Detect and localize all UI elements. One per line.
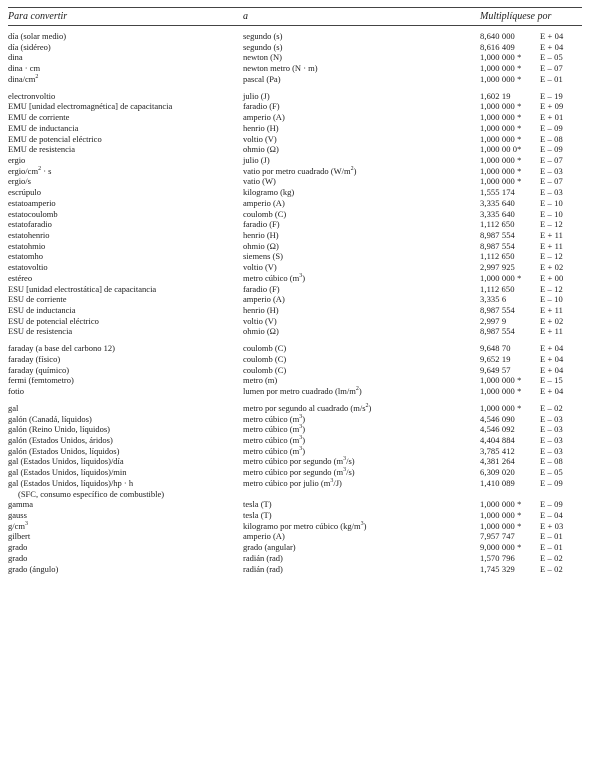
exponent: E + 03 bbox=[540, 520, 564, 531]
table-row bbox=[0, 499, 589, 509]
table-row bbox=[0, 198, 589, 208]
factor: 3,785 412 bbox=[480, 445, 515, 456]
factor: 1,000 000 * bbox=[480, 176, 522, 187]
table-row bbox=[0, 134, 589, 144]
table-row bbox=[0, 273, 589, 283]
exponent: E + 04 bbox=[540, 31, 564, 41]
unit-to: ohmio (Ω) bbox=[243, 326, 279, 337]
unit-from: estatomho bbox=[8, 251, 43, 262]
unit-from: EMU de inductancia bbox=[8, 122, 79, 133]
table-row bbox=[0, 63, 589, 73]
unit-to: newton metro (N · m) bbox=[243, 63, 318, 74]
factor: 3,335 6 bbox=[480, 294, 507, 305]
unit-from: ergio/s bbox=[8, 176, 31, 187]
exponent: E + 02 bbox=[540, 262, 564, 273]
unit-from: ESU de resistencia bbox=[8, 326, 73, 337]
unit-to: vatio (W) bbox=[243, 176, 276, 187]
unit-from: gal (Estados Unidos, líquidos)/día bbox=[8, 456, 124, 467]
unit-to: metro cúbico $(m^3)$ bbox=[243, 424, 306, 435]
unit-from: gal bbox=[8, 402, 19, 413]
unit-to: henrio (H) bbox=[243, 122, 279, 133]
factor: 4,546 092 bbox=[480, 424, 515, 435]
factor: 1,000 000 * bbox=[480, 386, 522, 396]
unit-to: henrio (H) bbox=[243, 305, 279, 315]
exponent: E – 01 bbox=[540, 542, 563, 553]
table-row bbox=[0, 510, 589, 520]
factor: 1,000 00 0* bbox=[480, 144, 522, 155]
factor: 8,987 554 bbox=[480, 240, 515, 251]
unit-from: día (sidéreo) bbox=[8, 41, 51, 52]
table-row bbox=[0, 564, 589, 574]
unit-from: $g/cm^3$ bbox=[8, 520, 28, 531]
header-para-convertir: Para convertir bbox=[8, 11, 68, 22]
exponent: E – 03 bbox=[540, 187, 563, 198]
factor: 3,335 640 bbox=[480, 197, 515, 208]
exponent: E – 04 bbox=[540, 510, 563, 520]
exponent: E – 10 bbox=[540, 208, 563, 219]
unit-to: amperio (A) bbox=[243, 112, 285, 122]
unit-to: segundo (s) bbox=[243, 31, 283, 41]
factor: 1,000 000 * bbox=[480, 402, 522, 413]
unit-to: coulomb (C) bbox=[243, 343, 287, 354]
unit-to: metro cúbico $(m^3)$ bbox=[243, 434, 306, 445]
unit-to: ohmio (Ω) bbox=[243, 240, 279, 251]
table-row bbox=[0, 52, 589, 62]
unit-from: gamma bbox=[8, 499, 34, 510]
factor: 1,112 650 bbox=[480, 283, 515, 294]
unit-from: estatoamperio bbox=[8, 197, 56, 208]
unit-to: faradio (F) bbox=[243, 101, 280, 112]
exponent: E + 04 bbox=[540, 343, 564, 354]
unit-to: pascal (Pa) bbox=[243, 73, 281, 84]
unit-from: ESU de corriente bbox=[8, 294, 67, 305]
factor: 8,987 554 bbox=[480, 326, 515, 337]
factor: 1,000 000 * bbox=[480, 154, 522, 165]
unit-from: EMU de resistencia bbox=[8, 144, 76, 155]
table-row bbox=[0, 386, 589, 396]
table-row bbox=[0, 209, 589, 219]
unit-to: metro (m) bbox=[243, 375, 278, 386]
table-row bbox=[0, 521, 589, 531]
unit-from: ESU de inductancia bbox=[8, 305, 76, 315]
exponent: E – 08 bbox=[540, 133, 563, 144]
exponent: E + 04 bbox=[540, 353, 564, 364]
exponent: E + 11 bbox=[540, 230, 564, 240]
exponent: E – 12 bbox=[540, 283, 563, 294]
exponent: E – 01 bbox=[540, 73, 563, 84]
unit-to: vatio por metro cuadrado $(W/m^2)$ bbox=[243, 165, 357, 176]
unit-from: ergio/$cm^2 \cdot s$ bbox=[8, 165, 52, 176]
table-row bbox=[0, 305, 589, 315]
exponent: E – 15 bbox=[540, 375, 563, 386]
table-row bbox=[0, 176, 589, 186]
exponent: E + 00 bbox=[540, 272, 564, 283]
unit-to: amperio (A) bbox=[243, 294, 285, 305]
exponent: E + 11 bbox=[540, 326, 564, 337]
unit-from: fotio bbox=[8, 386, 25, 396]
factor: 2,997 9 bbox=[480, 315, 507, 326]
factor: 1,555 174 bbox=[480, 187, 515, 198]
table-row bbox=[0, 446, 589, 456]
unit-from: estatocoulomb bbox=[8, 208, 58, 219]
unit-from: EMU de potencial eléctrico bbox=[8, 133, 102, 144]
table-row bbox=[0, 91, 589, 101]
table-row bbox=[0, 42, 589, 52]
factor: 1,570 796 bbox=[480, 552, 515, 563]
exponent: E – 09 bbox=[540, 477, 563, 488]
factor: 1,000 000 * bbox=[480, 133, 522, 144]
factor: 4,404 884 bbox=[480, 434, 515, 445]
unit-to: metro por segundo al cuadrado $(m/s^2)$ bbox=[243, 402, 372, 413]
unit-to: lumen por metro cuadrado $(lm/m^2)$ bbox=[243, 386, 362, 396]
unit-to: metro cúbico $(m^3)$ bbox=[243, 272, 306, 283]
table-row bbox=[0, 31, 589, 41]
factor: 8,987 554 bbox=[480, 305, 515, 315]
table-row bbox=[0, 101, 589, 111]
factor: 1,745 329 bbox=[480, 563, 515, 574]
factor: 1,000 000 * bbox=[480, 520, 522, 531]
unit-to: metro cúbico $(m^3)$ bbox=[243, 413, 306, 424]
factor: 6,309 020 bbox=[480, 467, 515, 478]
table-row bbox=[0, 424, 589, 434]
table-row bbox=[0, 166, 589, 176]
factor: 9,648 70 bbox=[480, 343, 511, 354]
table-row bbox=[0, 316, 589, 326]
exponent: E – 03 bbox=[540, 445, 563, 456]
exponent: E – 01 bbox=[540, 531, 563, 542]
unit-to: metro cúbico por julio $(m^3/J)$ bbox=[243, 477, 342, 488]
exponent: E – 02 bbox=[540, 552, 563, 563]
unit-from: galón (Reino Unido, líquidos) bbox=[8, 424, 110, 435]
factor: 1,000 000 * bbox=[480, 375, 522, 386]
unit-to: metro cúbico por segundo $(m^3/s)$ bbox=[243, 467, 355, 478]
table-row bbox=[0, 531, 589, 541]
factor: 8,987 554 bbox=[480, 230, 515, 240]
unit-to: amperio (A) bbox=[243, 197, 285, 208]
factor: 1,112 650 bbox=[480, 219, 515, 230]
exponent: E – 03 bbox=[540, 413, 563, 424]
table-row bbox=[0, 187, 589, 197]
unit-to: voltio (V) bbox=[243, 262, 277, 273]
table-row bbox=[0, 326, 589, 336]
factor: 1,000 000 * bbox=[480, 510, 522, 520]
factor: 1,000 000 * bbox=[480, 272, 522, 283]
table-row bbox=[0, 123, 589, 133]
unit-to: voltio (V) bbox=[243, 315, 277, 326]
unit-from: estatovoltio bbox=[8, 262, 48, 273]
header-multipliquese-por: Multiplíquese por bbox=[480, 11, 552, 22]
unit-from: galón (Canadá, líquidos) bbox=[8, 413, 92, 424]
unit-from: gilbert bbox=[8, 531, 31, 542]
table-row bbox=[0, 414, 589, 424]
table-row bbox=[0, 251, 589, 261]
exponent: E + 09 bbox=[540, 101, 564, 112]
exponent: E – 12 bbox=[540, 219, 563, 230]
unit-from: dina · cm bbox=[8, 63, 41, 74]
unit-from: día (solar medio) bbox=[8, 31, 67, 41]
table-row bbox=[0, 343, 589, 353]
exponent: E + 04 bbox=[540, 41, 564, 52]
exponent: E – 19 bbox=[540, 90, 563, 101]
table-row bbox=[0, 365, 589, 375]
exponent: E – 10 bbox=[540, 294, 563, 305]
unit-from: ESU [unidad electrostática] de capacitancia bbox=[8, 283, 157, 294]
table-row bbox=[0, 262, 589, 272]
factor: 3,335 640 bbox=[480, 208, 515, 219]
unit-from: estatohmio bbox=[8, 240, 46, 251]
unit-from: EMU de corriente bbox=[8, 112, 70, 122]
exponent: E – 10 bbox=[540, 197, 563, 208]
unit-to: metro cúbico $(m^3)$ bbox=[243, 445, 306, 456]
unit-from: (SFC, consumo específico de combustible) bbox=[18, 488, 165, 499]
exponent: E – 05 bbox=[540, 52, 563, 63]
exponent: E – 09 bbox=[540, 499, 563, 510]
unit-to: kilogramo por metro cúbico $(kg/m^3)$ bbox=[243, 520, 367, 531]
unit-from: galón (Estados Unidos, áridos) bbox=[8, 434, 113, 445]
unit-to: tesla (T) bbox=[243, 510, 272, 520]
unit-from: gal (Estados Unidos, líquidos)/hp · h bbox=[8, 477, 134, 488]
factor: 4,381 264 bbox=[480, 456, 515, 467]
factor: 9,652 19 bbox=[480, 353, 511, 364]
unit-to: henrio (H) bbox=[243, 230, 279, 240]
table-row bbox=[0, 542, 589, 552]
factor: 1,000 000 * bbox=[480, 112, 522, 122]
table-row bbox=[0, 144, 589, 154]
unit-to: coulomb (C) bbox=[243, 208, 287, 219]
factor: 4,546 090 bbox=[480, 413, 515, 424]
table-row bbox=[0, 112, 589, 122]
factor: 1,410 089 bbox=[480, 477, 515, 488]
factor: 1,000 000 * bbox=[480, 499, 522, 510]
exponent: E + 01 bbox=[540, 112, 564, 122]
unit-to: amperio (A) bbox=[243, 531, 285, 542]
unit-from: fermi (femtometro) bbox=[8, 375, 74, 386]
table-row bbox=[0, 375, 589, 385]
table-row bbox=[0, 435, 589, 445]
factor: 1,602 19 bbox=[480, 90, 511, 101]
exponent: E – 02 bbox=[540, 563, 563, 574]
unit-from: dina bbox=[8, 52, 23, 63]
unit-to: tesla (T) bbox=[243, 499, 272, 510]
table-row bbox=[0, 241, 589, 251]
exponent: E – 09 bbox=[540, 144, 563, 155]
exponent: E – 07 bbox=[540, 63, 563, 74]
unit-from: escrúpulo bbox=[8, 187, 42, 198]
unit-to: radián (rad) bbox=[243, 552, 283, 563]
factor: 1,112 650 bbox=[480, 251, 515, 262]
unit-to: newton (N) bbox=[243, 52, 282, 63]
exponent: E – 02 bbox=[540, 402, 563, 413]
exponent: E – 09 bbox=[540, 122, 563, 133]
table-row bbox=[0, 74, 589, 84]
factor: 7,957 747 bbox=[480, 531, 515, 542]
exponent: E – 03 bbox=[540, 424, 563, 435]
exponent: E – 03 bbox=[540, 165, 563, 176]
unit-to: siemens (S) bbox=[243, 251, 283, 262]
table-row bbox=[0, 403, 589, 413]
unit-to: voltio (V) bbox=[243, 133, 277, 144]
unit-from: ESU de potencial eléctrico bbox=[8, 315, 99, 326]
unit-to: coulomb (C) bbox=[243, 364, 287, 375]
unit-to: radián (rad) bbox=[243, 563, 283, 574]
unit-to: metro cúbico por segundo $(m^3/s)$ bbox=[243, 456, 355, 467]
table-row bbox=[0, 478, 589, 488]
factor: 1,000 000 * bbox=[480, 122, 522, 133]
exponent: E – 12 bbox=[540, 251, 563, 262]
unit-to: faradio (F) bbox=[243, 283, 280, 294]
table-row bbox=[0, 489, 589, 499]
unit-to: kilogramo (kg) bbox=[243, 187, 295, 198]
exponent: E – 07 bbox=[540, 176, 563, 187]
table-row bbox=[0, 230, 589, 240]
table-row bbox=[0, 155, 589, 165]
unit-from: gauss bbox=[8, 510, 27, 520]
unit-from: EMU [unidad electromagnética] de capacitancia bbox=[8, 101, 173, 112]
exponent: E + 04 bbox=[540, 364, 564, 375]
unit-to: julio (J) bbox=[243, 90, 270, 101]
unit-from: electronvoltio bbox=[8, 90, 56, 101]
unit-from: galón (Estados Unidos, líquidos) bbox=[8, 445, 120, 456]
unit-from: grado bbox=[8, 542, 28, 553]
unit-from: faraday (físico) bbox=[8, 353, 61, 364]
table-row bbox=[0, 219, 589, 229]
exponent: E + 02 bbox=[540, 315, 564, 326]
table-row bbox=[0, 294, 589, 304]
factor: 1,000 000 * bbox=[480, 73, 522, 84]
unit-to: ohmio (Ω) bbox=[243, 144, 279, 155]
exponent: E + 04 bbox=[540, 386, 564, 396]
unit-to: julio (J) bbox=[243, 154, 270, 165]
factor: 1,000 000 * bbox=[480, 52, 522, 63]
factor: 9,000 000 * bbox=[480, 542, 522, 553]
table-row bbox=[0, 553, 589, 563]
unit-from: faraday (químico) bbox=[8, 364, 70, 375]
exponent: E + 11 bbox=[540, 240, 564, 251]
unit-to: coulomb (C) bbox=[243, 353, 287, 364]
unit-from: gal (Estados Unidos, líquidos)/min bbox=[8, 467, 127, 478]
unit-from: grado (ángulo) bbox=[8, 563, 59, 574]
unit-to: faradio (F) bbox=[243, 219, 280, 230]
unit-from: estatohenrio bbox=[8, 230, 50, 240]
unit-from: estéreo bbox=[8, 272, 33, 283]
factor: 8,616 409 bbox=[480, 41, 515, 52]
exponent: E – 08 bbox=[540, 456, 563, 467]
exponent: E – 05 bbox=[540, 467, 563, 478]
unit-to: segundo (s) bbox=[243, 41, 283, 52]
exponent: E – 07 bbox=[540, 154, 563, 165]
unit-from: estatofaradio bbox=[8, 219, 52, 230]
factor: 1,000 000 * bbox=[480, 63, 522, 74]
unit-from: faraday (a base del carbono 12) bbox=[8, 343, 115, 354]
header-a: a bbox=[243, 11, 248, 22]
unit-to: grado (angular) bbox=[243, 542, 296, 553]
factor: 2,997 925 bbox=[480, 262, 515, 273]
factor: 8,640 000 bbox=[480, 31, 515, 41]
unit-from: ergio bbox=[8, 154, 26, 165]
factor: 1,000 000 * bbox=[480, 165, 522, 176]
table-row bbox=[0, 467, 589, 477]
table-row bbox=[0, 354, 589, 364]
table-row bbox=[0, 284, 589, 294]
factor: 1,000 000 * bbox=[480, 101, 522, 112]
exponent: E + 11 bbox=[540, 305, 564, 315]
factor: 9,649 57 bbox=[480, 364, 511, 375]
unit-from: dina/$cm^2$ bbox=[8, 73, 39, 84]
table-row bbox=[0, 456, 589, 466]
exponent: E – 03 bbox=[540, 434, 563, 445]
unit-from: grado bbox=[8, 552, 28, 563]
